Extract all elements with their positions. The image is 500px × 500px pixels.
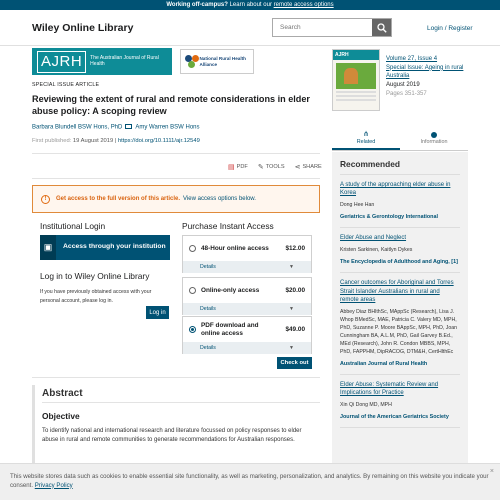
cover-text-line [336, 99, 376, 101]
objective-heading: Objective [42, 411, 80, 421]
option-name: Online-only access [201, 286, 260, 294]
article-tools [228, 163, 322, 171]
tools-label: TOOLS [265, 164, 285, 170]
wol-login-heading: Log in to Wiley Online Library [40, 271, 150, 281]
separator: | [113, 138, 118, 144]
cover-text-line [336, 91, 376, 93]
share-button[interactable] [295, 163, 322, 171]
option-radio[interactable] [189, 287, 196, 294]
doi-link[interactable]: https://doi.org/10.1111/ajr.12549 [117, 138, 200, 144]
partner-logo-icon [185, 55, 196, 69]
recommended-title-link[interactable]: Elder Abuse: Systematic Review and Implications for Practice [340, 382, 439, 397]
info-circle-icon [431, 132, 437, 138]
option-price: $20.00 [285, 287, 305, 294]
journal-banner-title: The Australian Journal of Rural Health [90, 54, 159, 67]
access-alert-text: Get access to the full version of this article. [56, 196, 181, 202]
cookie-banner [0, 463, 500, 500]
tab-related[interactable] [332, 127, 400, 150]
option-name: PDF download and online access [201, 322, 259, 337]
recommended-title-link[interactable]: Elder Abuse and Neglect [340, 235, 407, 242]
chevron-down-icon: ▼ [289, 345, 294, 351]
publication-info [32, 138, 200, 144]
purchase-heading: Purchase Instant Access [182, 221, 274, 231]
divider [32, 178, 320, 179]
learn-about-text: Learn about our [227, 2, 274, 8]
privacy-policy-link[interactable]: Privacy Policy [34, 481, 73, 489]
abstract-heading: Abstract [42, 388, 83, 399]
recommended-authors: Kristen Sarkinen, Kaitlyn Dykes [340, 247, 413, 254]
tab-related-label: Related [356, 139, 376, 145]
view-access-options-link[interactable]: View access options below. [183, 196, 256, 202]
recommended-journal[interactable]: The Encyclopedia of Adulthood and Aging, [1] [340, 259, 458, 266]
recommended-journal[interactable]: Journal of the American Geriatrics Society [340, 414, 449, 421]
first-published-label: First published: [32, 138, 73, 144]
cookie-text: This website stores data such as cookies to enable essential site functionality, as well as marketing, personalization, and analytics. By remaining on this website you indicate your consent. [10, 473, 489, 489]
recommended-authors: Dong Hee Han [340, 202, 375, 209]
option-details-toggle[interactable] [183, 303, 311, 315]
cover-text-line [336, 95, 376, 97]
option-radio[interactable] [189, 245, 196, 252]
access-alert [32, 185, 320, 213]
chevron-down-icon: ▼ [289, 264, 294, 270]
search-input[interactable] [273, 19, 372, 36]
institution-icon: ▣ [40, 235, 56, 260]
author-list [32, 124, 200, 131]
list-item [340, 273, 460, 375]
pdf-button[interactable] [228, 163, 248, 171]
tools-button[interactable] [258, 163, 285, 171]
sidebar-tabs [332, 127, 468, 151]
article-title: Reviewing the extent of rural and remote considerations in elder abuse policy: A scoping review [32, 94, 310, 116]
remote-access-bar [0, 0, 500, 10]
issue-date: August 2019 [386, 82, 420, 89]
recommended-authors: Abbey Diaz BHlthSc, MAppSc (Research), Lisa J. Whop BMedSc, MAE, Patricia C. Valery MD, MPH, PhD, Suzanne P. Moore BAppSc, MPH, PhD, Joan Cunningham BA, A.L.M, PhD, Gail Garvey B.Ed., MEd (Research), John R. Condon MBBS, MPH, PhD, FAPPHM, DipRACOG, DTM&H, CertHlthEc [340, 308, 457, 355]
first-published-date: 19 August 2019 [72, 138, 114, 144]
option-name: 48-Hour online access [201, 244, 269, 252]
chevron-down-icon: ▼ [289, 306, 294, 312]
option-details-toggle[interactable] [183, 261, 311, 273]
wol-login-text: If you have previously obtained access with your personal account, please log in. [40, 289, 152, 305]
option-radio-selected[interactable] [189, 326, 196, 333]
purchase-option[interactable] [182, 277, 312, 315]
search-button[interactable] [372, 19, 391, 36]
recommended-authors: Xin Qi Dong MD, MPH [340, 402, 392, 409]
recommended-journal[interactable]: Geriatrics & Gerontology International [340, 214, 438, 221]
search-box [272, 18, 392, 37]
partner-name: National Rural Health Alliance [199, 56, 246, 67]
wrench-icon: ✎ [257, 164, 264, 171]
institutional-login-heading: Institutional Login [40, 221, 106, 231]
volume-link[interactable]: Volume 27, Issue 4 [386, 56, 438, 62]
divider [32, 377, 320, 378]
cover-image [336, 63, 376, 89]
share-icon: ⋖ [294, 164, 301, 171]
abstract-accent-bar [32, 385, 35, 465]
cover-title: AJRH [333, 50, 379, 60]
list-item [340, 375, 460, 428]
site-header [0, 10, 500, 46]
share-label: SHARE [302, 164, 322, 170]
off-campus-label: Working off-campus? [166, 2, 228, 8]
recommended-panel [332, 152, 468, 500]
author-link[interactable]: Amy Warren BSW Hons [135, 124, 200, 131]
details-label: Details [200, 264, 216, 270]
list-item [340, 228, 460, 273]
option-price: $49.00 [285, 326, 305, 333]
journal-cover[interactable] [332, 49, 380, 111]
divider [32, 153, 320, 154]
info-icon: ! [41, 195, 50, 204]
network-icon: ⋔ [363, 131, 369, 138]
search-icon [377, 23, 387, 33]
list-item [340, 175, 460, 228]
log-in-button[interactable]: Log in [146, 306, 169, 319]
partner-logo[interactable] [180, 49, 254, 74]
tab-information[interactable] [400, 127, 468, 150]
login-register-link[interactable]: Login / Register [427, 25, 473, 32]
institution-access-button[interactable] [40, 235, 170, 260]
author-link[interactable]: Barbara Blundell BSW Hons, PhD [32, 124, 123, 131]
email-icon[interactable] [125, 124, 132, 129]
details-label: Details [200, 345, 216, 351]
article-type: SPECIAL ISSUE ARTICLE [32, 82, 100, 88]
details-label: Details [200, 306, 216, 312]
pdf-label: PDF [236, 164, 248, 170]
special-issue-link[interactable]: Special Issue: Ageing in rural Australia [386, 64, 464, 80]
check-out-button[interactable]: Check out [277, 357, 312, 369]
journal-abbr: AJRH [37, 51, 86, 73]
issue-pages: Pages 351-357 [386, 90, 427, 97]
option-details-toggle[interactable] [183, 342, 311, 354]
issue-info [386, 55, 486, 98]
option-price: $12.00 [285, 245, 305, 252]
recommended-heading: Recommended [340, 159, 460, 175]
journal-banner[interactable] [32, 48, 172, 75]
institution-access-label: Access through your institution [63, 243, 166, 251]
tab-information-label: Information [420, 139, 448, 145]
recommended-title-link[interactable]: Cancer outcomes for Aboriginal and Torres Strait Islander Australians in rural and remote areas [340, 280, 454, 303]
recommended-title-link[interactable]: A study of the approaching elder abuse in Korea [340, 182, 451, 197]
divider [42, 402, 320, 403]
objective-text: To identify national and international research and literature focussed on policy responses to elder abuse in rural and remote communities to generate recommendations for Australian responses. [42, 428, 302, 444]
remote-access-link[interactable]: remote access options [273, 2, 334, 8]
purchase-option[interactable] [182, 235, 312, 273]
wiley-logo[interactable]: Wiley Online Library [32, 21, 134, 34]
close-icon[interactable]: × [489, 468, 494, 475]
purchase-option[interactable] [182, 316, 312, 354]
recommended-journal[interactable]: Australian Journal of Rural Health [340, 361, 428, 368]
pdf-icon: ▤ [228, 164, 235, 171]
